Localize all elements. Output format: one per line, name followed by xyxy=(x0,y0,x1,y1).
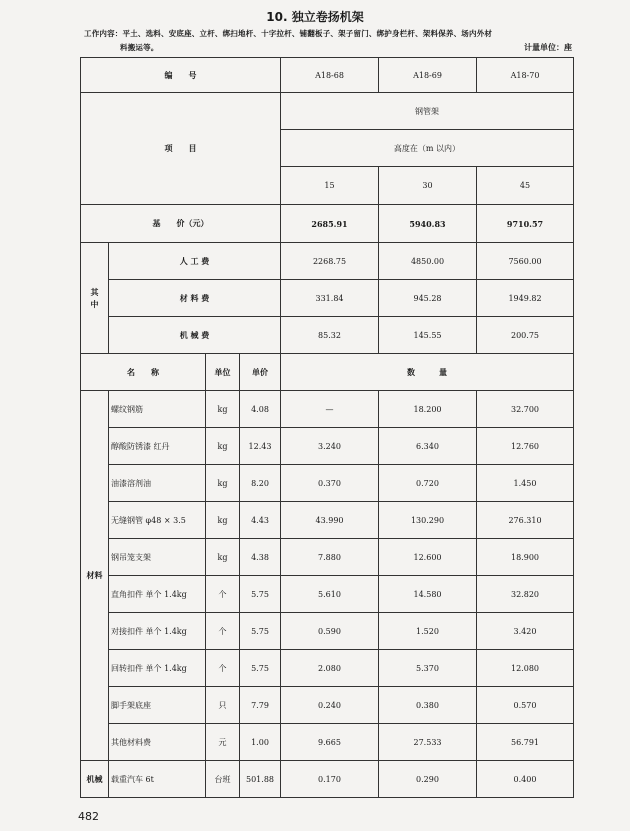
material-unit: 个 xyxy=(206,576,240,613)
breakdown-cell: 145.55 xyxy=(379,317,477,354)
material-row xyxy=(81,724,574,761)
material-name: 螺纹钢筋 xyxy=(109,391,206,428)
page-number: 482 xyxy=(78,810,99,823)
column-header-row xyxy=(81,354,574,391)
breakdown-cell: 85.32 xyxy=(281,317,379,354)
code-cell: A18-68 xyxy=(281,58,379,93)
material-cost-row xyxy=(81,280,574,317)
material-price: 4.08 xyxy=(240,391,281,428)
breakdown-cell: 200.75 xyxy=(477,317,574,354)
material-qty: 0.240 xyxy=(281,687,379,724)
material-unit: 只 xyxy=(206,687,240,724)
breakdown-cell: 1949.82 xyxy=(477,280,574,317)
breakdown-cell: 331.84 xyxy=(281,280,379,317)
labor-cost-row xyxy=(81,243,574,280)
breakdown-cell: 2268.75 xyxy=(281,243,379,280)
material-price: 8.20 xyxy=(240,465,281,502)
material-price: 5.75 xyxy=(240,576,281,613)
machinery-price: 501.88 xyxy=(240,761,281,798)
material-qty: 1.520 xyxy=(379,613,477,650)
material-name: 对接扣件 单个 1.4kg xyxy=(109,613,206,650)
base-price-label: 基 价（元） xyxy=(81,205,281,243)
material-price: 4.38 xyxy=(240,539,281,576)
column-unit: 单位 xyxy=(206,354,240,391)
breakdown-cell: 4850.00 xyxy=(379,243,477,280)
material-qty: 12.760 xyxy=(477,428,574,465)
material-row xyxy=(81,391,574,428)
base-price-row xyxy=(81,205,574,243)
material-qty: 3.240 xyxy=(281,428,379,465)
machine-cost-row xyxy=(81,317,574,354)
material-qty: 5.610 xyxy=(281,576,379,613)
scaffold-type: 钢管架 xyxy=(281,93,574,130)
material-qty: 0.370 xyxy=(281,465,379,502)
material-qty: 2.080 xyxy=(281,650,379,687)
height-cell: 45 xyxy=(477,167,574,205)
material-qty: 9.665 xyxy=(281,724,379,761)
material-unit: kg xyxy=(206,391,240,428)
material-unit: 个 xyxy=(206,650,240,687)
code-row xyxy=(81,58,574,93)
height-label: 高度在（m 以内） xyxy=(281,130,574,167)
breakdown-cell: 945.28 xyxy=(379,280,477,317)
material-name: 脚手架底座 xyxy=(109,687,206,724)
material-price: 4.43 xyxy=(240,502,281,539)
work-content xyxy=(84,27,574,55)
machinery-qty: 0.290 xyxy=(379,761,477,798)
column-name: 名 称 xyxy=(81,354,206,391)
material-qty: 18.900 xyxy=(477,539,574,576)
base-price-cell: 5940.83 xyxy=(379,205,477,243)
material-qty: 14.580 xyxy=(379,576,477,613)
height-cell: 30 xyxy=(379,167,477,205)
machinery-unit: 台班 xyxy=(206,761,240,798)
machinery-name: 载重汽车 6t xyxy=(109,761,206,798)
material-qty: 276.310 xyxy=(477,502,574,539)
breakdown-label: 机 械 费 xyxy=(109,317,281,354)
material-qty: 6.340 xyxy=(379,428,477,465)
measure-unit: 计量单位：座 xyxy=(524,43,572,52)
material-price: 5.75 xyxy=(240,650,281,687)
material-qty: 3.420 xyxy=(477,613,574,650)
material-row xyxy=(81,687,574,724)
work-content-label: 工作内容： xyxy=(84,29,123,38)
material-name: 回转扣件 单个 1.4kg xyxy=(109,650,206,687)
machinery-qty: 0.400 xyxy=(477,761,574,798)
material-qty: 0.720 xyxy=(379,465,477,502)
material-qty: 12.600 xyxy=(379,539,477,576)
machinery-qty: 0.170 xyxy=(281,761,379,798)
material-qty: 5.370 xyxy=(379,650,477,687)
height-cell: 15 xyxy=(281,167,379,205)
material-qty: — xyxy=(281,391,379,428)
material-qty: 0.380 xyxy=(379,687,477,724)
work-content-line2: 料搬运等。 xyxy=(120,43,159,52)
material-name: 无缝钢管 φ48 × 3.5 xyxy=(109,502,206,539)
material-unit: kg xyxy=(206,428,240,465)
material-unit: kg xyxy=(206,539,240,576)
breakdown-label: 人 工 费 xyxy=(109,243,281,280)
material-qty: 0.590 xyxy=(281,613,379,650)
column-qty: 数 量 xyxy=(281,354,574,391)
material-price: 1.00 xyxy=(240,724,281,761)
material-row xyxy=(81,428,574,465)
material-name: 油漆溶剂油 xyxy=(109,465,206,502)
material-row xyxy=(81,465,574,502)
material-qty: 27.533 xyxy=(379,724,477,761)
machinery-row xyxy=(81,761,574,798)
type-row xyxy=(81,93,574,130)
column-price: 单价 xyxy=(240,354,281,391)
material-qty: 43.990 xyxy=(281,502,379,539)
material-qty: 56.791 xyxy=(477,724,574,761)
material-unit: kg xyxy=(206,502,240,539)
material-name: 直角扣件 单个 1.4kg xyxy=(109,576,206,613)
code-cell: A18-70 xyxy=(477,58,574,93)
code-cell: A18-69 xyxy=(379,58,477,93)
work-content-line1: 平土、选料、安底座、立杆、绑扫地杆、十字拉杆、铺翻板子、架子留门、绑护身栏杆、架料保养、场内外材 xyxy=(122,29,493,38)
material-name: 钢吊笼支架 xyxy=(109,539,206,576)
breakdown-group-bottom: 中 xyxy=(90,299,99,309)
machinery-group-label: 机械 xyxy=(81,761,109,798)
material-qty: 32.700 xyxy=(477,391,574,428)
material-unit: 个 xyxy=(206,613,240,650)
material-name: 醇酸防锈漆 红丹 xyxy=(109,428,206,465)
material-row xyxy=(81,576,574,613)
breakdown-label: 材 料 费 xyxy=(109,280,281,317)
material-row xyxy=(81,502,574,539)
material-row xyxy=(81,613,574,650)
material-qty: 7.880 xyxy=(281,539,379,576)
material-price: 5.75 xyxy=(240,613,281,650)
material-name: 其他材料费 xyxy=(109,724,206,761)
material-row xyxy=(81,539,574,576)
material-qty: 12.080 xyxy=(477,650,574,687)
material-row xyxy=(81,650,574,687)
material-qty: 130.290 xyxy=(379,502,477,539)
base-price-cell: 9710.57 xyxy=(477,205,574,243)
material-price: 7.79 xyxy=(240,687,281,724)
base-price-cell: 2685.91 xyxy=(281,205,379,243)
item-label: 项 目 xyxy=(81,93,281,205)
material-unit: 元 xyxy=(206,724,240,761)
breakdown-cell: 7560.00 xyxy=(477,243,574,280)
quota-table xyxy=(80,57,574,798)
breakdown-group-top: 其 xyxy=(90,287,99,297)
page-title: 10. 独立卷扬机架 xyxy=(266,10,364,24)
code-label: 编 号 xyxy=(81,58,281,93)
materials-group-label: 材料 xyxy=(81,391,109,761)
material-qty: 1.450 xyxy=(477,465,574,502)
material-price: 12.43 xyxy=(240,428,281,465)
material-unit: kg xyxy=(206,465,240,502)
material-qty: 18.200 xyxy=(379,391,477,428)
material-qty: 32.820 xyxy=(477,576,574,613)
breakdown-group-label xyxy=(81,243,109,354)
material-qty: 0.570 xyxy=(477,687,574,724)
